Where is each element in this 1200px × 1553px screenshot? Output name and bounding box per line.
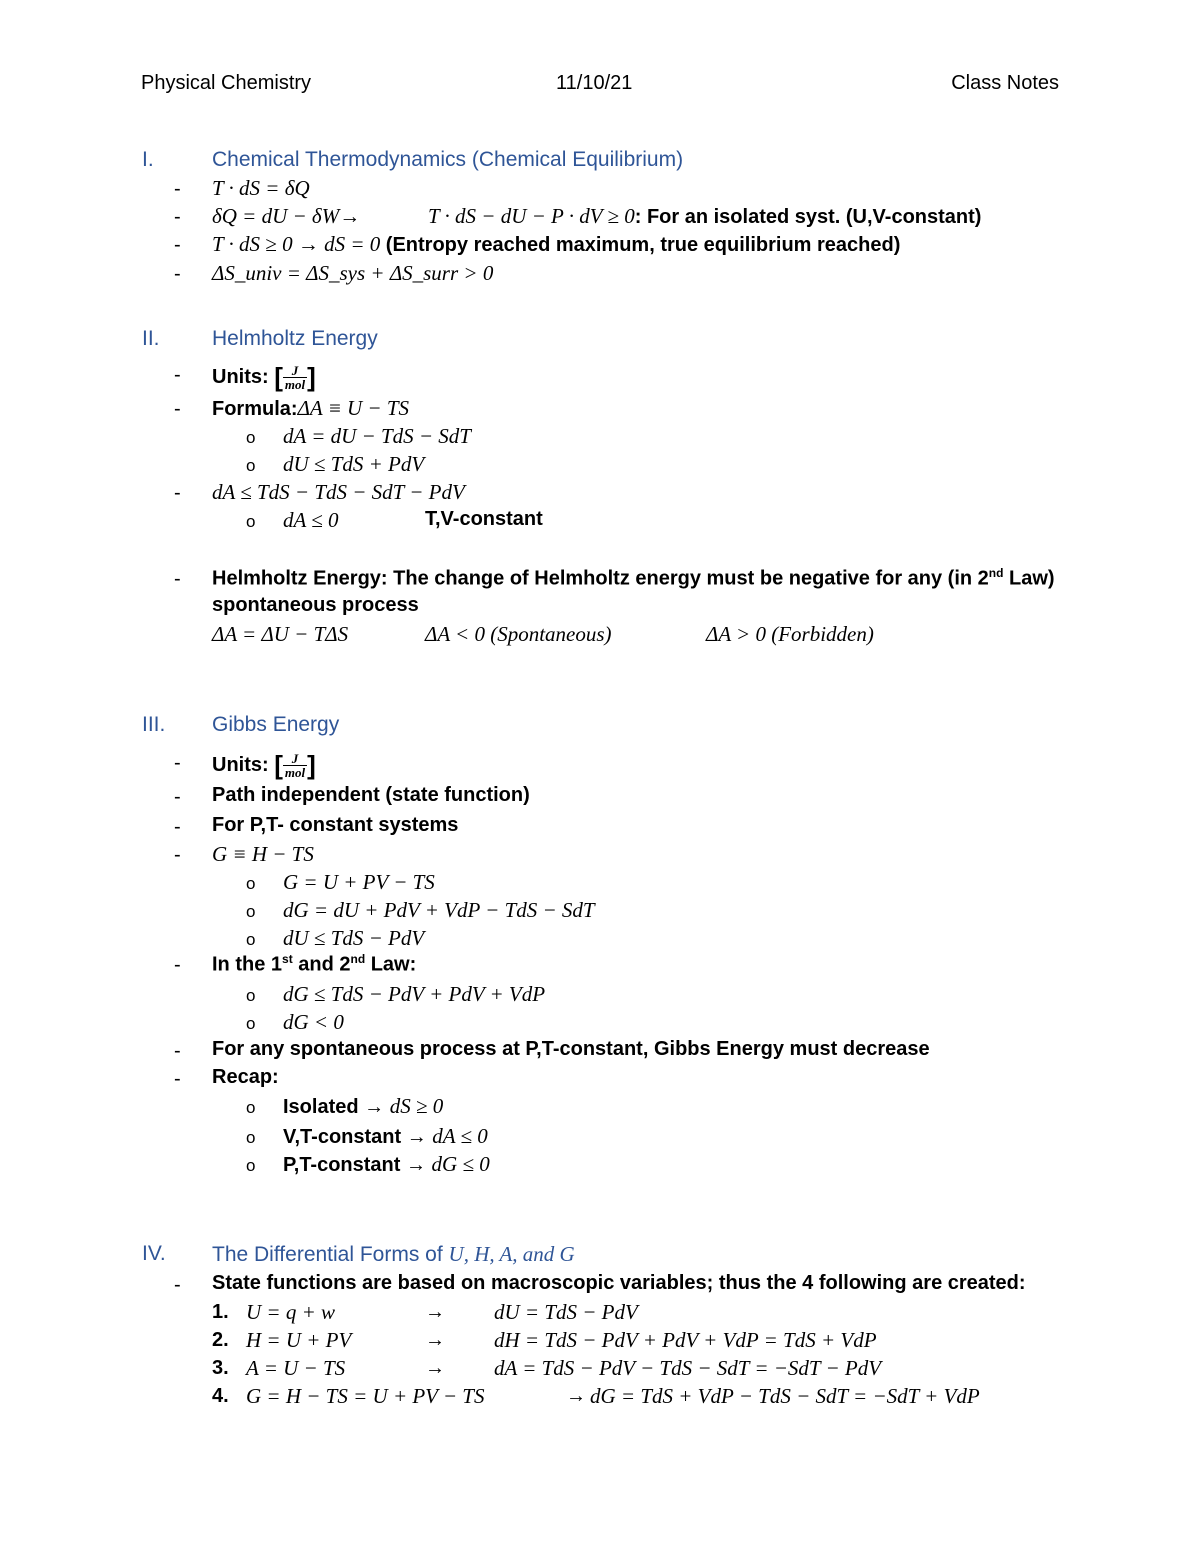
equation: T · dS − dU − P · dV ≥ 0 <box>428 204 635 228</box>
dash-bullet: - <box>174 816 181 838</box>
units-fraction <box>283 752 307 779</box>
section-number: I. <box>142 148 154 171</box>
dash-bullet: - <box>174 1068 181 1090</box>
units-line: Units: [ $\frac{J}{\text{mol}}$ ] <box>212 362 316 392</box>
equation: A = U − TS <box>246 1356 346 1380</box>
equation-line <box>428 204 981 229</box>
arrow: → <box>425 1357 445 1379</box>
units-label: Units: <box>212 365 269 388</box>
circle-bullet: o <box>246 902 256 921</box>
page-header <box>141 72 1059 102</box>
list-number: 3. <box>212 1357 229 1379</box>
arrow: → <box>566 1385 586 1407</box>
equation: dG ≤ TdS − PdV + PdV + VdP <box>283 982 546 1006</box>
equation: dU ≤ TdS − PdV <box>283 926 425 950</box>
list-number: 4. <box>212 1385 229 1407</box>
list-number: 1. <box>212 1301 229 1323</box>
equation: ΔA > 0 (Forbidden) <box>706 622 874 646</box>
list-number: 2. <box>212 1329 229 1351</box>
equation: ΔA < 0 (Spontaneous) <box>425 622 612 646</box>
dash-bullet: - <box>174 364 181 386</box>
text-line: For any spontaneous process at P,T-constant, Gibbs Energy must decrease <box>212 1038 930 1060</box>
note-text: (Entropy reached maximum, true equilibrium reached) <box>380 234 901 256</box>
dash-bullet: - <box>174 568 181 590</box>
condition-text: T,V-constant <box>425 508 543 530</box>
section-number: III. <box>142 713 166 736</box>
equation: dA ≤ TdS − TdS − SdT − PdV <box>212 480 465 504</box>
equation: dG = dU + PdV + VdP − TdS − SdT <box>283 898 595 922</box>
equation: G ≡ H − TS <box>212 842 314 866</box>
units-denominator: mol <box>284 765 306 780</box>
circle-bullet: o <box>246 930 256 949</box>
formula-label: Formula: <box>212 398 298 420</box>
recap-item: P,T-constant → dG ≤ 0 <box>283 1152 490 1176</box>
equation: δQ = dU − δW→ <box>212 204 361 228</box>
circle-bullet: o <box>246 456 256 475</box>
description-text: Helmholtz Energy: The change of Helmholtz energy must be negative for any (in 2nd Law) <box>212 566 1055 590</box>
section-number: IV. <box>142 1242 166 1265</box>
dash-bullet: - <box>174 1040 181 1062</box>
section-title: Gibbs Energy <box>212 713 340 736</box>
units-numerator: J <box>291 363 299 378</box>
equation: G = H − TS = U + PV − TS <box>246 1384 485 1408</box>
units-fraction <box>283 364 307 391</box>
equation: G = U + PV − TS <box>283 870 435 894</box>
equation: dU ≤ TdS + PdV <box>283 452 425 476</box>
section-title: Chemical Thermodynamics (Chemical Equilibrium) <box>212 148 684 171</box>
equation: ΔA = ΔU − TΔS <box>212 622 349 646</box>
dash-bullet: - <box>174 482 181 504</box>
dash-bullet: - <box>174 786 181 808</box>
circle-bullet: o <box>246 1128 256 1147</box>
equation: ΔA ≡ U − TS <box>297 396 410 420</box>
course-title: Physical Chemistry <box>141 72 312 94</box>
circle-bullet: o <box>246 874 256 893</box>
law-line: In the 1st and 2nd Law: <box>212 952 417 976</box>
text-line: For P,T- constant systems <box>212 814 459 836</box>
circle-bullet: o <box>246 1156 256 1175</box>
equation: dH = TdS − PdV + PdV + VdP = TdS + VdP <box>494 1328 877 1352</box>
note-text: : For an isolated syst. (U,V-constant) <box>634 206 982 228</box>
dash-bullet: - <box>174 752 181 774</box>
section-number: II. <box>142 327 160 350</box>
equation: dU = TdS − PdV <box>494 1300 638 1324</box>
text-line: State functions are based on macroscopic variables; thus the 4 following are created: <box>212 1272 1026 1294</box>
circle-bullet: o <box>246 512 256 531</box>
section-title: The Differential Forms of U, H, A, and G <box>212 1242 575 1266</box>
equation: dG < 0 <box>283 1010 344 1034</box>
dash-bullet: - <box>174 206 181 228</box>
circle-bullet: o <box>246 1098 256 1117</box>
dash-bullet: - <box>174 263 181 285</box>
equation: T · dS = δQ <box>212 176 310 200</box>
equation: T · dS ≥ 0 → dS = 0 <box>212 232 381 256</box>
units-numerator: J <box>291 751 299 766</box>
doc-type: Class Notes <box>951 72 1059 94</box>
dash-bullet: - <box>174 398 181 420</box>
arrow: → <box>425 1329 445 1351</box>
arrow: → <box>425 1301 445 1323</box>
text-line: Recap: <box>212 1066 279 1088</box>
equation: dA ≤ 0 <box>283 508 339 532</box>
recap-item: Isolated → dS ≥ 0 <box>283 1094 444 1118</box>
description-text: spontaneous process <box>212 594 419 616</box>
circle-bullet: o <box>246 1014 256 1033</box>
equation: dG = TdS + VdP − TdS − SdT = −SdT + VdP <box>590 1384 980 1408</box>
units-denominator: mol <box>284 377 306 392</box>
equation: dA = dU − TdS − SdT <box>283 424 471 448</box>
circle-bullet: o <box>246 986 256 1005</box>
dash-bullet: - <box>174 234 181 256</box>
date: 11/10/21 <box>556 72 633 94</box>
dash-bullet: - <box>174 954 181 976</box>
dash-bullet: - <box>174 844 181 866</box>
text-line: Path independent (state function) <box>212 784 530 806</box>
dash-bullet: - <box>174 178 181 200</box>
equation-line <box>212 232 900 257</box>
circle-bullet: o <box>246 428 256 447</box>
section-title: Helmholtz Energy <box>212 327 378 350</box>
units-line: Units: [ $\frac{J}{\text{mol}}$ ] <box>212 750 316 780</box>
equation: U = q + w <box>246 1300 336 1324</box>
equation: H = U + PV <box>246 1328 352 1352</box>
formula-line <box>212 396 409 421</box>
dash-bullet: - <box>174 1274 181 1296</box>
units-label: Units: <box>212 753 269 776</box>
equation: dA = TdS − PdV − TdS − SdT = −SdT − PdV <box>494 1356 882 1380</box>
recap-item: V,T-constant → dA ≤ 0 <box>283 1124 488 1148</box>
equation: ΔS_univ = ΔS_sys + ΔS_surr > 0 <box>212 261 494 285</box>
